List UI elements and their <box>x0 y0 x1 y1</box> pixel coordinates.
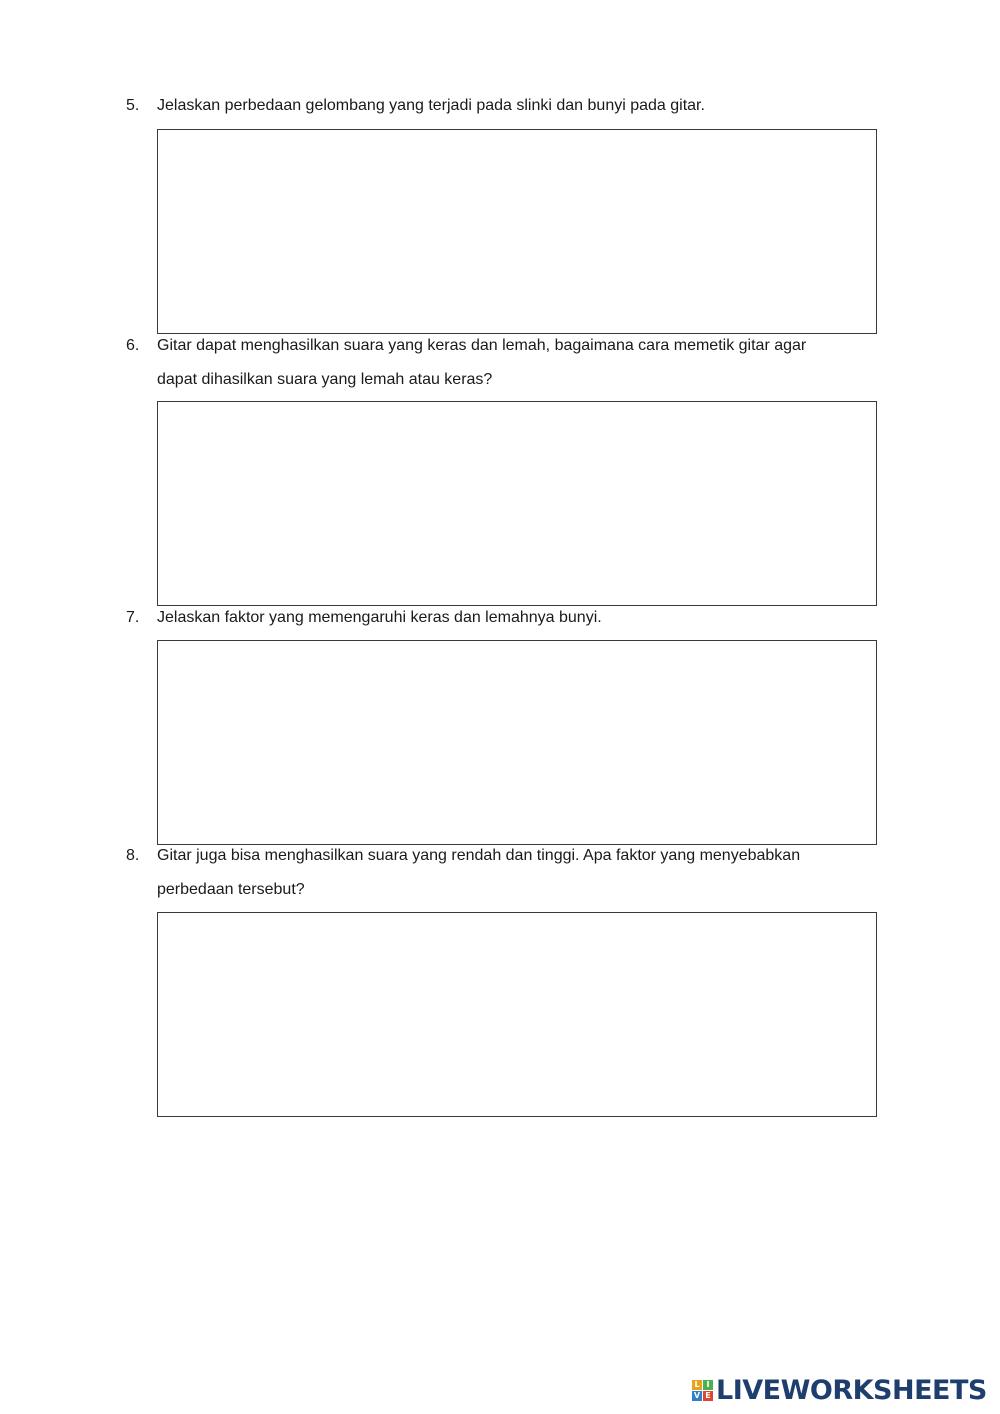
question-text: Gitar dapat menghasilkan suara yang keras dan lemah, bagaimana cara memetik gitar agar <box>157 337 807 354</box>
logo-mark-letter: E <box>703 1391 713 1401</box>
answer-box-7[interactable] <box>157 640 877 845</box>
logo-mark-letter: I <box>703 1380 713 1390</box>
logo-text: LIVEWORKSHEETS <box>716 1374 987 1406</box>
logo-mark-letter: L <box>692 1380 702 1390</box>
question-text: Jelaskan perbedaan gelombang yang terjadi pada slinki dan bunyi pada gitar. <box>157 97 705 114</box>
answer-box-6[interactable] <box>157 401 877 606</box>
answer-box-5[interactable] <box>157 129 877 334</box>
question-number: 5. <box>126 97 140 114</box>
question-number: 6. <box>126 337 140 354</box>
liveworksheets-logo <box>692 1374 987 1406</box>
question-text: perbedaan tersebut? <box>157 881 305 898</box>
live-mark-icon <box>692 1380 713 1401</box>
question-number: 7. <box>126 609 140 626</box>
question-text: dapat dihasilkan suara yang lemah atau keras? <box>157 371 493 388</box>
question-text: Jelaskan faktor yang memengaruhi keras dan lemahnya bunyi. <box>157 609 602 626</box>
question-text: Gitar juga bisa menghasilkan suara yang rendah dan tinggi. Apa faktor yang menyebabkan <box>157 847 801 864</box>
logo-mark-letter: V <box>693 1390 701 1400</box>
question-number: 8. <box>126 847 140 864</box>
answer-box-8[interactable] <box>157 912 877 1117</box>
